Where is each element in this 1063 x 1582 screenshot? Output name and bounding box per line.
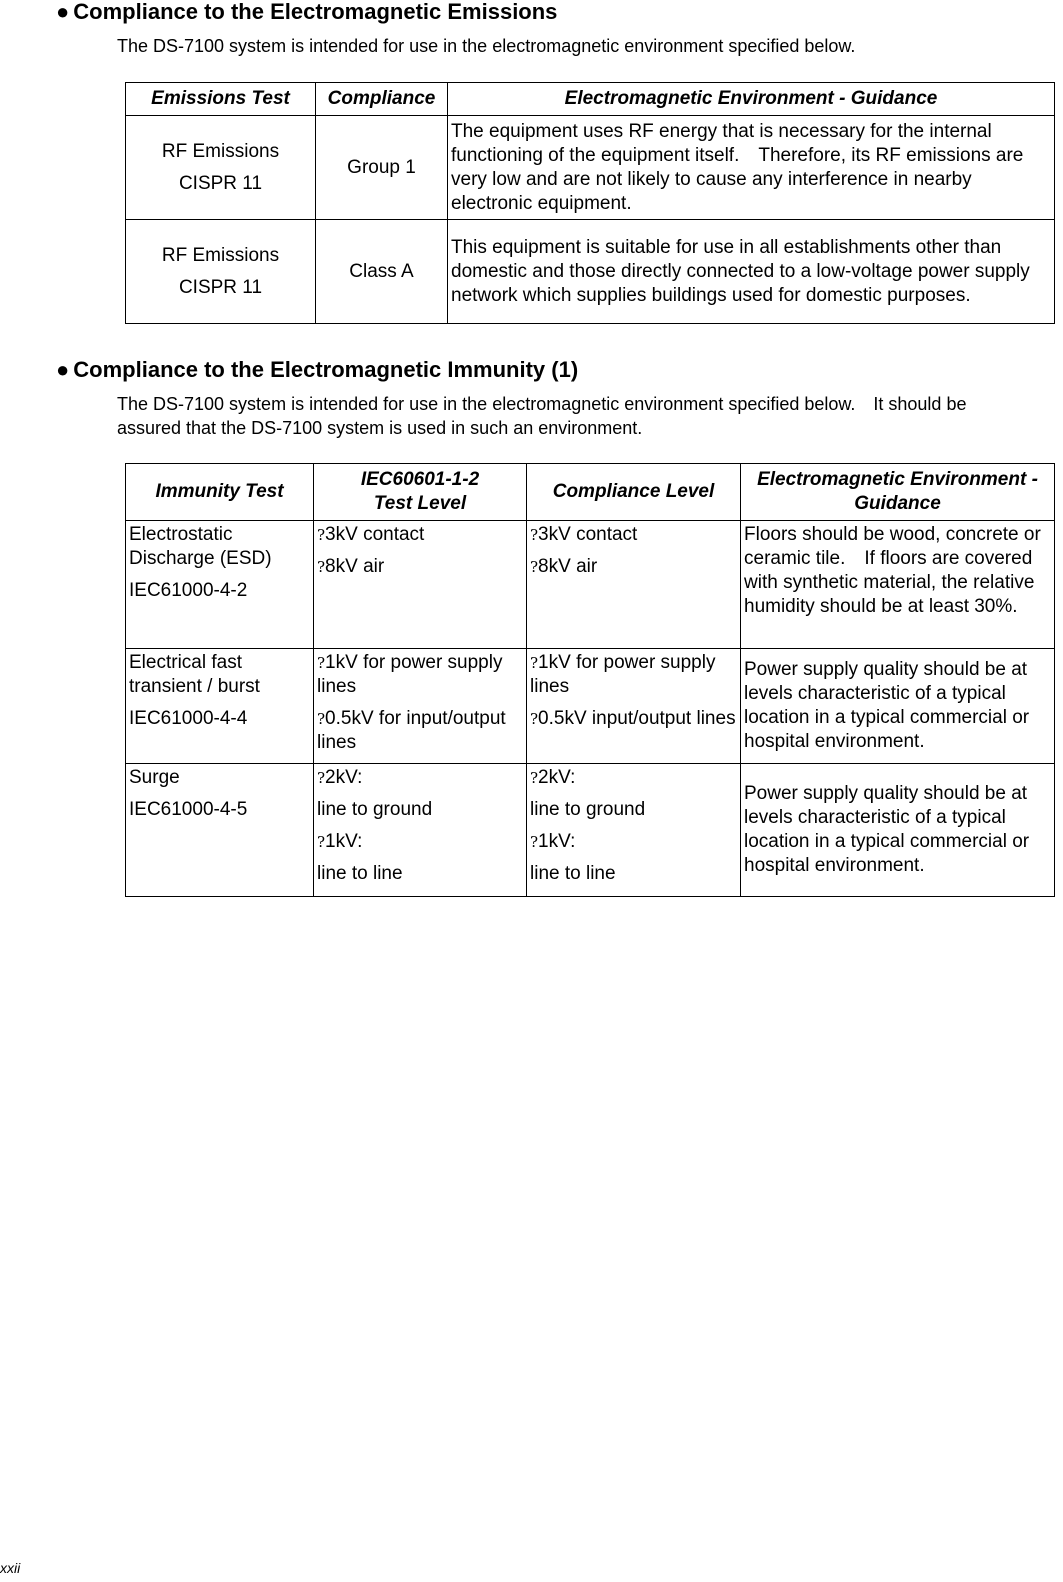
immunity-header-row (126, 464, 1055, 521)
missing-glyph-icon: ? (317, 654, 326, 672)
immunity-header-level-standard: IEC60601-1-2 (360, 469, 480, 490)
missing-glyph-icon: ? (317, 558, 326, 576)
page-number: xxii (0, 1560, 21, 1576)
emissions-test-cell (126, 116, 316, 220)
immunity-header-level (314, 464, 527, 521)
immunity-row (126, 764, 1055, 897)
compliance-item (530, 555, 740, 579)
emissions-test-name: RF Emissions (161, 244, 280, 266)
immunity-table (125, 463, 1055, 897)
emissions-header-row (126, 83, 1055, 116)
missing-glyph-icon: ? (530, 526, 539, 544)
emissions-row (126, 220, 1055, 324)
immunity-header-guidance: Electromagnetic Environment - Guidance (741, 464, 1055, 521)
level-item (317, 830, 526, 854)
emissions-test-standard: CISPR 11 (178, 172, 263, 194)
emissions-compliance-cell: Group 1 (316, 116, 448, 220)
missing-glyph-icon: ? (317, 769, 326, 787)
missing-glyph-icon: ? (317, 833, 326, 851)
level-item (317, 523, 526, 547)
compliance-item-text: line to line (530, 863, 616, 884)
compliance-item-text: line to ground (530, 799, 646, 820)
missing-glyph-icon: ? (530, 654, 539, 672)
immunity-row (126, 649, 1055, 764)
missing-glyph-icon: ? (530, 558, 539, 576)
compliance-item-text: 8kV air (538, 556, 598, 577)
compliance-item-text: 2kV: (538, 767, 576, 788)
immunity-test-cell (126, 764, 314, 897)
immunity-test-cell (126, 521, 314, 649)
immunity-compliance-cell (527, 521, 741, 649)
compliance-item-text: 0.5kV input/output lines (538, 708, 736, 729)
immunity-intro: The DS-7100 system is intended for use in the electromagnetic environment specified below. It should be assured that the DS-7100 system is used in such an environment. (117, 394, 967, 438)
immunity-test-cell (126, 649, 314, 764)
emissions-row (126, 116, 1055, 220)
bullet-icon: ● (56, 357, 70, 382)
immunity-section-title-text: Compliance to the Electromagnetic Immunity (1) (73, 357, 579, 382)
emissions-header-test: Emissions Test (126, 83, 316, 116)
immunity-test-standard: IEC61000-4-2 (129, 580, 248, 601)
immunity-test-name: Electrical fast transient / burst (129, 652, 260, 697)
emissions-section-title-text: Compliance to the Electromagnetic Emissions (73, 0, 558, 24)
missing-glyph-icon: ? (530, 710, 539, 728)
level-item-text: 3kV contact (325, 524, 425, 545)
emissions-table (125, 82, 1055, 324)
immunity-section-title (56, 358, 578, 382)
emissions-guidance-cell: This equipment is suitable for use in all establishments other than domestic and those directly connected to a low-voltage power supply network which supplies buildings used for domestic purposes. (448, 220, 1055, 324)
emissions-guidance-cell: The equipment uses RF energy that is necessary for the internal functioning of the equipment itself. Therefore, its RF emissions are very low and are not likely to cause any interference in nearby electronic equipment. (448, 116, 1055, 220)
emissions-compliance-cell: Class A (316, 220, 448, 324)
compliance-item (530, 766, 740, 790)
level-item (317, 651, 526, 699)
level-item-text: line to line (317, 863, 403, 884)
immunity-compliance-cell (527, 764, 741, 897)
immunity-guidance-cell: Power supply quality should be at levels characteristic of a typical location in a typical commercial or hospital environment. (741, 649, 1055, 764)
immunity-guidance-cell: Floors should be wood, concrete or ceramic tile. If floors are covered with synthetic material, the relative humidity should be at least 30%. (741, 521, 1055, 649)
compliance-item (530, 707, 740, 731)
emissions-header-guidance: Electromagnetic Environment - Guidance (448, 83, 1055, 116)
missing-glyph-icon: ? (317, 526, 326, 544)
level-item-text: 2kV: (325, 767, 363, 788)
level-item-text: line to ground (317, 799, 433, 820)
immunity-test-name: Surge (129, 767, 180, 788)
bullet-icon: ● (56, 0, 70, 24)
immunity-test-standard: IEC61000-4-5 (129, 799, 248, 820)
level-item (317, 707, 526, 755)
emissions-test-cell (126, 220, 316, 324)
missing-glyph-icon: ? (530, 769, 539, 787)
emissions-test-standard: CISPR 11 (178, 276, 263, 298)
compliance-item-text: 3kV contact (538, 524, 638, 545)
missing-glyph-icon: ? (317, 710, 326, 728)
immunity-row (126, 521, 1055, 649)
immunity-compliance-cell (527, 649, 741, 764)
level-item (317, 555, 526, 579)
compliance-item-text: 1kV for power supply lines (530, 652, 716, 697)
level-item (317, 766, 526, 790)
immunity-guidance-cell: Power supply quality should be at levels characteristic of a typical location in a typical commercial or hospital environment. (741, 764, 1055, 897)
emissions-test-name: RF Emissions (161, 140, 280, 162)
immunity-test-name: Electrostatic Discharge (ESD) (129, 524, 272, 569)
level-item-text: 0.5kV for input/output lines (317, 708, 506, 753)
emissions-header-compliance: Compliance (316, 83, 448, 116)
immunity-header-test: Immunity Test (126, 464, 314, 521)
compliance-item-text: 1kV: (538, 831, 576, 852)
compliance-item (530, 830, 740, 854)
level-item-text: 8kV air (325, 556, 385, 577)
immunity-header-compliance: Compliance Level (527, 464, 741, 521)
emissions-section-title (56, 0, 557, 24)
immunity-test-standard: IEC61000-4-4 (129, 708, 248, 729)
immunity-header-level-label: Test Level (373, 493, 467, 514)
immunity-level-cell (314, 764, 527, 897)
emissions-intro: The DS-7100 system is intended for use in the electromagnetic environment specified below. (117, 36, 856, 56)
immunity-level-cell (314, 521, 527, 649)
compliance-item (530, 651, 740, 699)
immunity-level-cell (314, 649, 527, 764)
level-item-text: 1kV: (325, 831, 363, 852)
level-item-text: 1kV for power supply lines (317, 652, 503, 697)
missing-glyph-icon: ? (530, 833, 539, 851)
compliance-item (530, 523, 740, 547)
